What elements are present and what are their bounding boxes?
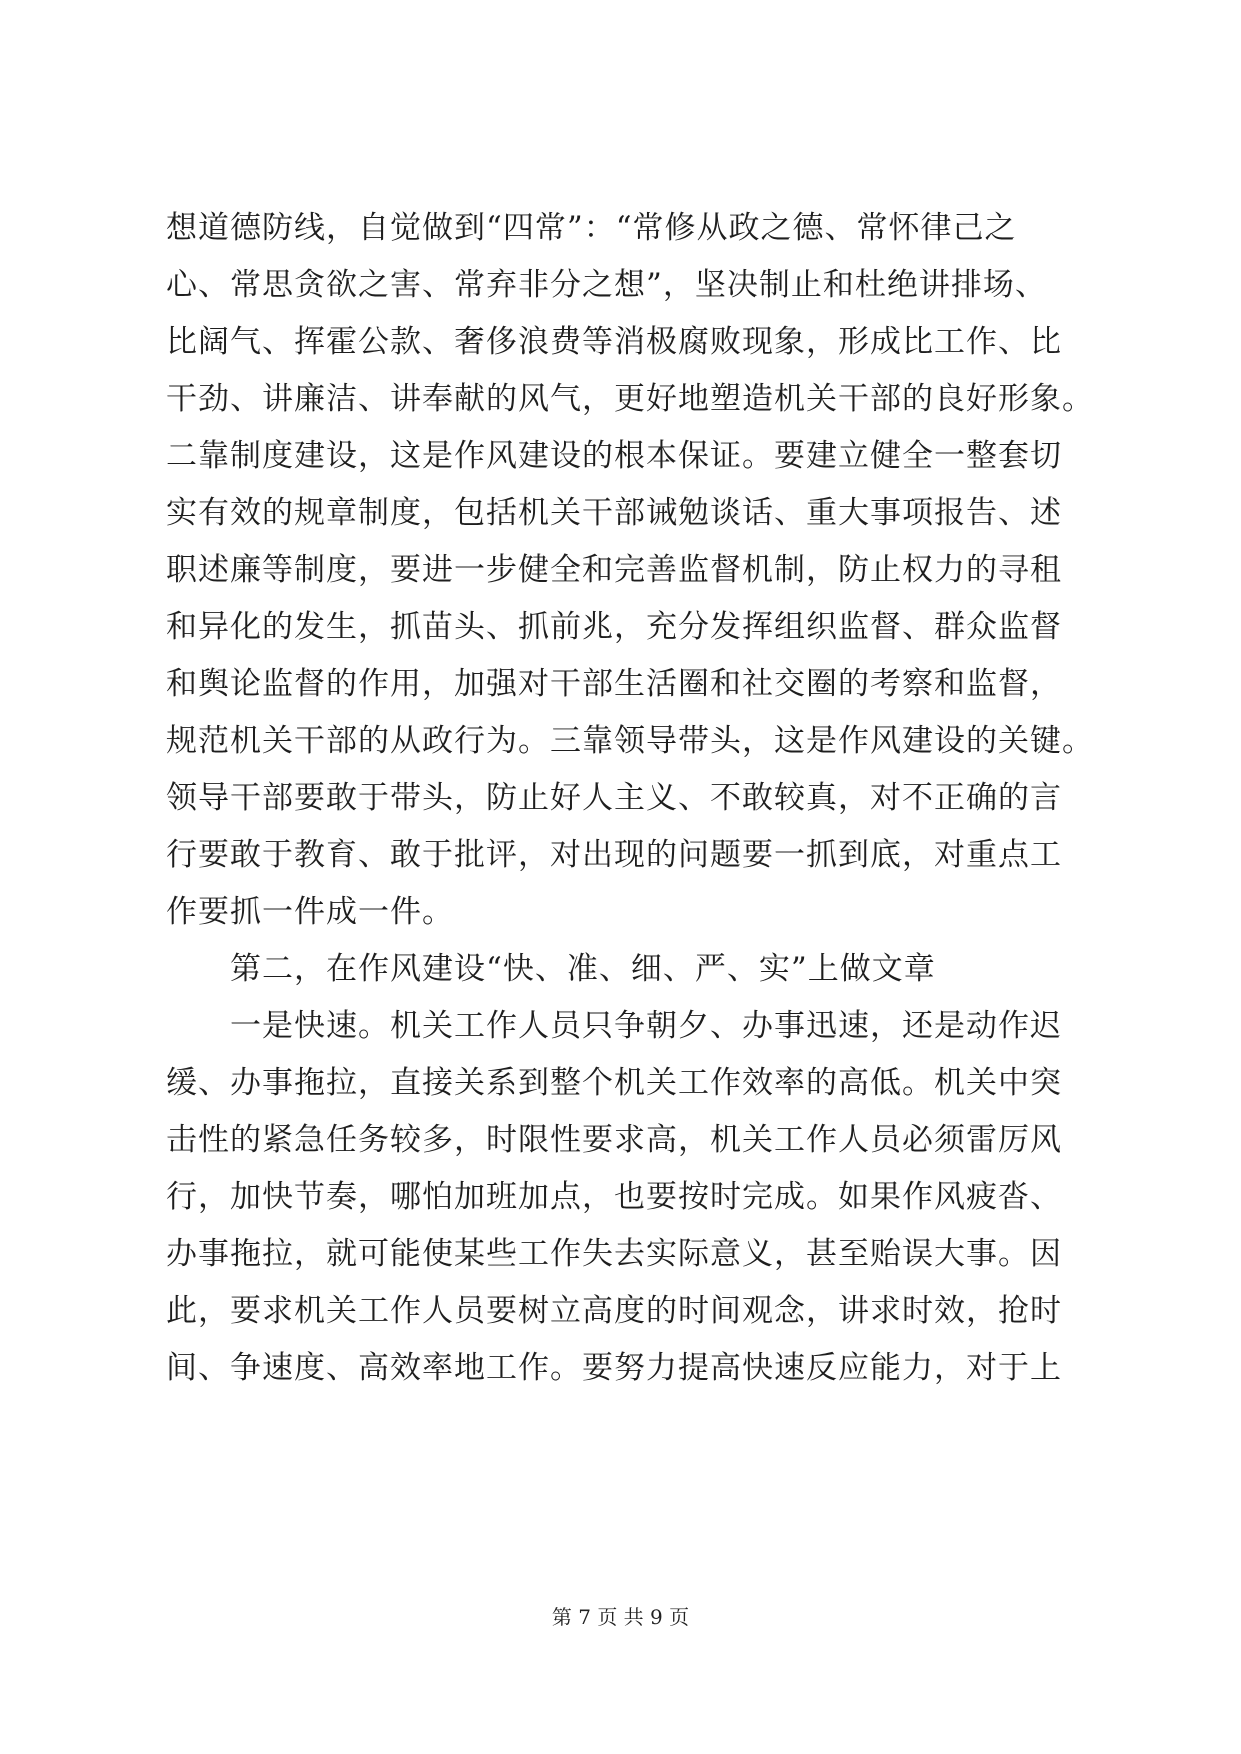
- text-line: 职述廉等制度，要进一步健全和完善监督机制，防止权力的寻租: [166, 552, 1062, 588]
- text-line: 缓、办事拖拉，直接关系到整个机关工作效率的高低。机关中突: [166, 1065, 1062, 1101]
- text-line: 想道德防线，自觉做到“四常”：“常修从政之德、常怀律己之: [166, 210, 1017, 246]
- text-line: 击性的紧急任务较多，时限性要求高，机关工作人员必须雷厉风: [166, 1122, 1062, 1158]
- text-line: 办事拖拉，就可能使某些工作失去实际意义，甚至贻误大事。因: [166, 1236, 1062, 1272]
- text-line: 实有效的规章制度，包括机关干部诫勉谈话、重大事项报告、述: [166, 495, 1062, 531]
- text-line: 行，加快节奏，哪怕加班加点，也要按时完成。如果作风疲沓、: [166, 1179, 1062, 1215]
- page-footer: 第 7 页 共 9 页: [551, 1605, 690, 1629]
- text-line: 一是快速。机关工作人员只争朝夕、办事迅速，还是动作迟: [230, 1008, 1062, 1044]
- text-line: 比阔气、挥霍公款、奢侈浪费等消极腐败现象，形成比工作、比: [166, 324, 1062, 360]
- text-line: 规范机关干部的从政行为。三靠领导带头，这是作风建设的关键。: [166, 723, 1094, 759]
- text-line: 心、常思贪欲之害、常弃非分之想”，坚决制止和杜绝讲排场、: [166, 267, 1047, 303]
- text-line: 和舆论监督的作用，加强对干部生活圈和社交圈的考察和监督，: [166, 666, 1062, 702]
- text-line: 和异化的发生，抓苗头、抓前兆，充分发挥组织监督、群众监督: [166, 609, 1062, 645]
- text-line: 此，要求机关工作人员要树立高度的时间观念，讲求时效，抢时: [166, 1293, 1062, 1329]
- text-line: 作要抓一件成一件。: [166, 894, 454, 930]
- section-heading: 第二，在作风建设“快、准、细、严、实”上做文章: [230, 951, 936, 987]
- text-line: 领导干部要敢于带头，防止好人主义、不敢较真，对不正确的言: [166, 780, 1062, 816]
- text-line: 行要敢于教育、敢于批评，对出现的问题要一抓到底，对重点工: [166, 837, 1062, 873]
- text-line: 二靠制度建设，这是作风建设的根本保证。要建立健全一整套切: [166, 438, 1062, 474]
- text-line: 干劲、讲廉洁、讲奉献的风气，更好地塑造机关干部的良好形象。: [166, 381, 1094, 417]
- text-line: 间、争速度、高效率地工作。要努力提高快速反应能力，对于上: [166, 1350, 1062, 1386]
